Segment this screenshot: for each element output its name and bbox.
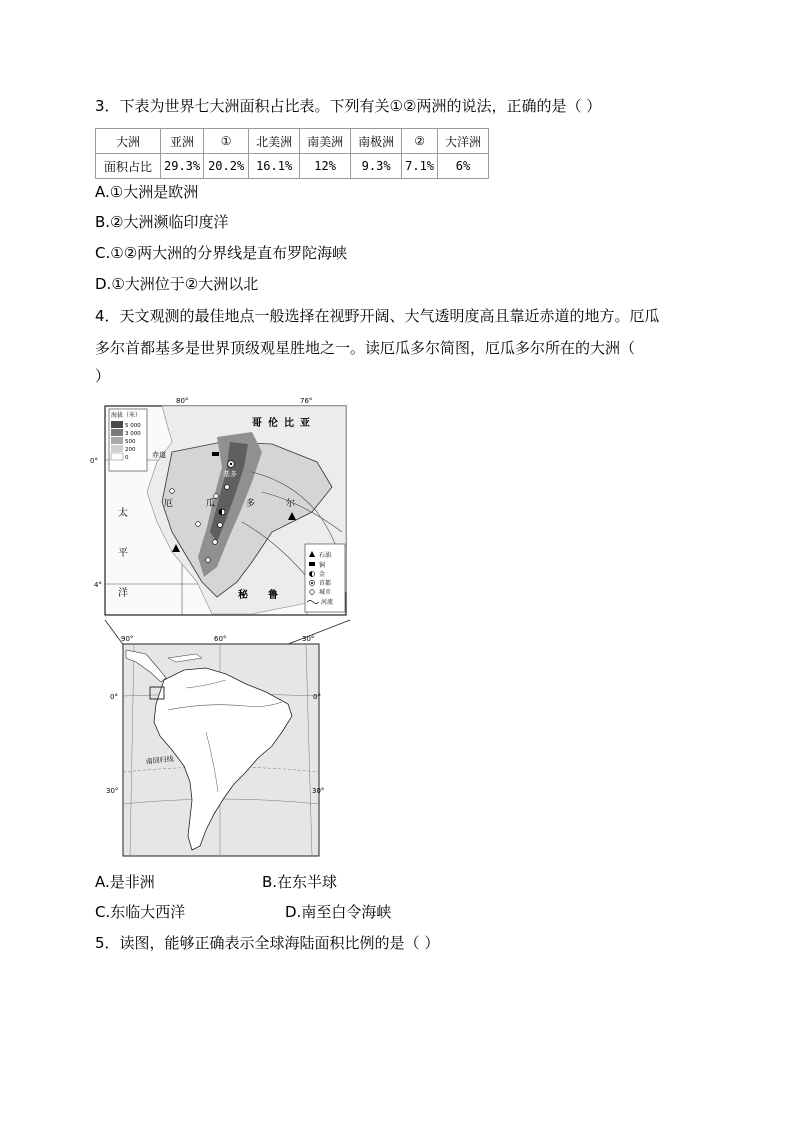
- ecuador-label: 多: [246, 499, 256, 509]
- q4-stem-line3: ）: [95, 367, 111, 385]
- lat-label: 4°: [94, 581, 102, 589]
- table-cell: 大洲: [96, 129, 161, 154]
- table-cell: 亚洲: [161, 129, 204, 154]
- legend-label: 200: [125, 447, 136, 453]
- q5-stem: 5．读图，能够正确表示全球海陆面积比例的是（ ）: [95, 934, 440, 952]
- south-america-map: [106, 632, 325, 860]
- legend-copper-icon: [309, 562, 315, 566]
- table-cell: 北美洲: [249, 129, 300, 154]
- lat-label: 30°: [106, 787, 119, 795]
- table-cell: 29.3%: [161, 154, 204, 179]
- table-cell: ②: [402, 129, 438, 154]
- table-cell: ①: [204, 129, 249, 154]
- q4-stem-line1: 4．天文观测的最佳地点一般选择在视野开阔、大气透明度高且靠近赤道的地方。厄瓜: [95, 307, 660, 325]
- legend-city-icon: [310, 590, 315, 595]
- legend-label: 0: [125, 455, 129, 461]
- colombia-label: 比: [284, 418, 294, 429]
- lat-label: 0°: [110, 693, 118, 701]
- table-cell: 20.2%: [204, 154, 249, 179]
- legend-label: 5 000: [125, 423, 141, 429]
- peru-label: 鲁: [268, 590, 278, 601]
- city-marker: [196, 522, 201, 527]
- city-marker: [218, 523, 223, 528]
- q4-stem-line2: 多尔首都基多是世界顶级观星胜地之一。读厄瓜多尔简图，厄瓜多尔所在的大洲（: [95, 339, 636, 357]
- table-cell: 南美洲: [300, 129, 351, 154]
- legend-swatch: [111, 445, 123, 452]
- legend-label: 500: [125, 439, 136, 445]
- lon-label: 76°: [300, 397, 313, 405]
- q3-option-b: B.②大洲濒临印度洋: [95, 213, 229, 231]
- ecuador-map: [90, 392, 352, 620]
- colombia-label: 亚: [300, 418, 310, 429]
- capital-marker-dot: [230, 463, 232, 465]
- q3-option-d: D.①大洲位于②大洲以北: [95, 275, 259, 293]
- legend-item: 河流: [321, 599, 334, 606]
- legend-swatch: [111, 421, 123, 428]
- lat-label: 30°: [312, 787, 325, 795]
- ecuador-label: 厄: [164, 499, 174, 509]
- table-header-row: [96, 129, 489, 154]
- table-cell: 南极洲: [351, 129, 402, 154]
- lon-label: 90°: [121, 635, 134, 643]
- legend-item: 城市: [319, 589, 332, 596]
- colombia-label: 哥: [252, 418, 262, 429]
- city-marker: [206, 558, 211, 563]
- legend-swatch: [111, 429, 123, 436]
- city-marker: [225, 485, 230, 490]
- tropic-label: 南回归线: [145, 755, 175, 766]
- table-cell: 7.1%: [402, 154, 438, 179]
- ecuador-label: 尔: [286, 499, 296, 509]
- table-cell: 16.1%: [249, 154, 300, 179]
- q3-option-a: A.①大洲是欧洲: [95, 183, 199, 201]
- pacific-label: 洋: [118, 588, 128, 599]
- legend-swatch: [111, 437, 123, 444]
- table-cell: 大洋洲: [438, 129, 489, 154]
- table-row: [96, 154, 489, 179]
- lon-label: 30°: [302, 635, 315, 643]
- colombia-label: 伦: [268, 418, 278, 429]
- lon-label: 80°: [176, 397, 189, 405]
- peru-label: 秘: [238, 590, 248, 601]
- table-cell: 6%: [438, 154, 489, 179]
- q4-option-c: C.东临大西洋: [95, 903, 186, 921]
- lat-label: 0°: [313, 693, 321, 701]
- q4-option-a: A.是非洲: [95, 873, 155, 891]
- legend-item: 首都: [319, 580, 332, 587]
- quito-label: 基多: [223, 470, 237, 478]
- legend-item: 金: [319, 571, 326, 578]
- q3-option-c: C.①②两大洲的分界线是直布罗陀海峡: [95, 244, 348, 262]
- pacific-label: 平: [118, 548, 128, 559]
- legend-capital-icon-dot: [311, 582, 313, 584]
- continent-area-table: [95, 128, 489, 179]
- table-cell: 9.3%: [351, 154, 402, 179]
- equator-label: 赤道: [152, 451, 166, 459]
- legend-swatch: [111, 453, 123, 460]
- ecuador-label: 瓜: [206, 499, 216, 509]
- pacific-label: 太: [118, 508, 128, 519]
- table-cell: 面积占比: [96, 154, 161, 179]
- q4-option-d: D.南至白令海峡: [285, 903, 392, 921]
- city-marker: [214, 494, 219, 499]
- lon-label: 60°: [214, 635, 227, 643]
- city-marker: [170, 489, 175, 494]
- legend-item: 铜: [319, 562, 326, 569]
- copper-symbol: [212, 452, 219, 456]
- legend-title: 海拔（米）: [111, 412, 142, 419]
- lat-label: 0°: [90, 457, 98, 465]
- legend-item: 石油: [319, 552, 332, 559]
- q4-option-b: B.在东半球: [262, 873, 338, 891]
- table-cell: 12%: [300, 154, 351, 179]
- city-marker: [213, 540, 218, 545]
- q3-stem: 3．下表为世界七大洲面积占比表。下列有关①②两洲的说法，正确的是（ ）: [95, 97, 602, 115]
- legend-label: 3 000: [125, 431, 141, 437]
